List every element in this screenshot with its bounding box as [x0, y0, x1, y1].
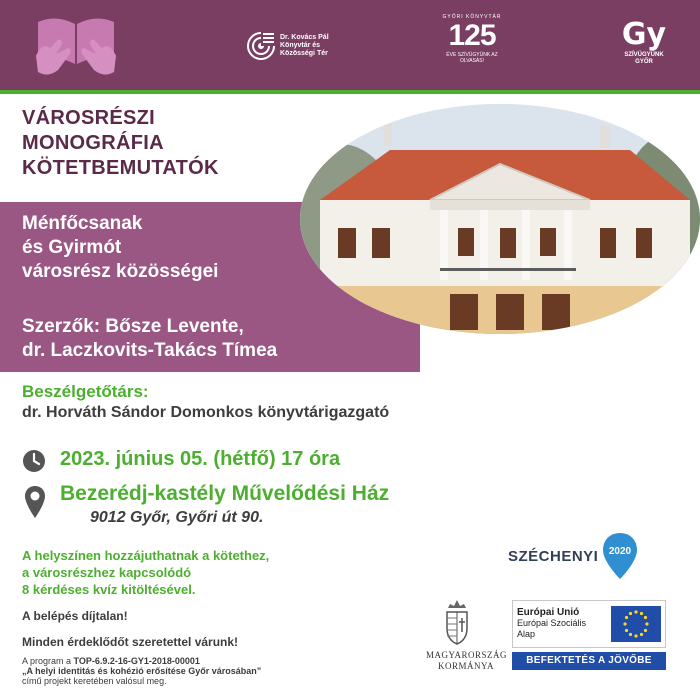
title-line: MONOGRÁFIA — [22, 132, 164, 154]
open-book-hands-icon — [28, 8, 124, 80]
anniversary-bottom: ÉVE SZÍVÜGYÜNK AZ OLVASÁS! — [446, 52, 498, 64]
program-note — [22, 656, 322, 686]
library-logo-icon — [246, 31, 276, 61]
eu-line: Európai Szociális — [517, 618, 587, 628]
page-title — [22, 106, 292, 181]
book-authors — [22, 315, 382, 363]
interlocutor-name: dr. Horváth Sándor Domonkos könyvtárigazgató — [22, 404, 390, 421]
eu-flag-icon — [611, 606, 661, 642]
book-title-line: városrész közösségei — [22, 261, 219, 282]
eu-logo-text — [517, 607, 607, 640]
welcome-note: Minden érdeklődőt szeretettel várunk! — [22, 635, 239, 649]
anniversary-logo — [436, 14, 508, 80]
szechenyi-pin-icon — [602, 532, 638, 580]
event-venue: Bezerédj-kastély Művelődési Ház — [60, 482, 390, 505]
book-title — [22, 212, 382, 284]
city-logo — [618, 18, 670, 78]
szechenyi-year: 2020 — [609, 546, 632, 557]
gov-line: KORMÁNYA — [437, 661, 494, 671]
event-address: 9012 Győr, Győri út 90. — [90, 509, 264, 526]
szechenyi-word: SZÉCHENYI — [508, 547, 599, 565]
library-logo-text: Dr. Kovács Pál Könyvtár és Közösségi Tér — [280, 34, 329, 57]
title-line: KÖTETBEMUTATÓK — [22, 157, 219, 179]
library-logo — [246, 24, 356, 68]
authors-line: Szerzők: Bősze Levente, — [22, 316, 244, 337]
investment-banner: BEFEKTETÉS A JÖVŐBE — [512, 652, 666, 670]
info-line: a városrészhez kapcsolódó — [22, 565, 192, 580]
book-title-line: Ménfőcsanak — [22, 213, 143, 234]
header-divider — [0, 90, 700, 94]
program-project: „A helyi identitás és kohézió erősítése Győr városában” — [22, 666, 262, 676]
info-line: A helyszínen hozzájuthatnak a kötethez, — [22, 548, 270, 563]
city-logo-mark: Gy — [621, 17, 667, 52]
interlocutor-label: Beszélgetőtárs: — [22, 382, 149, 401]
program-suffix: című projekt keretében valósul meg. — [22, 676, 167, 686]
program-code: TOP-6.9.2-16-GY1-2018-00001 — [73, 656, 200, 666]
szechenyi-logo — [508, 532, 638, 580]
program-prefix: A program a — [22, 656, 74, 666]
eu-logo-box — [512, 600, 666, 648]
government-logo-text — [426, 650, 506, 672]
info-line: 8 kérdéses kvíz kitöltésével. — [22, 582, 196, 597]
event-datetime: 2023. június 05. (hétfő) 17 óra — [60, 448, 341, 470]
eu-line: Alap — [517, 629, 536, 639]
anniversary-number: 125 — [448, 19, 496, 52]
gov-line: MAGYARORSZÁG — [426, 650, 508, 660]
entry-note: A belépés díjtalan! — [22, 609, 128, 623]
authors-line: dr. Laczkovits-Takács Tímea — [22, 340, 278, 361]
title-line: VÁROSRÉSZI — [22, 107, 156, 129]
city-logo-text: SZÍVÜGYÜNK GYŐR — [624, 52, 664, 65]
quiz-info — [22, 547, 352, 598]
header-bar — [0, 0, 700, 90]
hungarian-crest-icon — [442, 598, 472, 646]
clock-icon — [22, 449, 46, 473]
eu-line: Európai Unió — [517, 607, 580, 618]
anniversary-top: GYŐRI KÖNYVTÁR — [442, 14, 502, 20]
book-title-line: és Gyirmót — [22, 237, 122, 258]
location-pin-icon — [24, 485, 46, 519]
